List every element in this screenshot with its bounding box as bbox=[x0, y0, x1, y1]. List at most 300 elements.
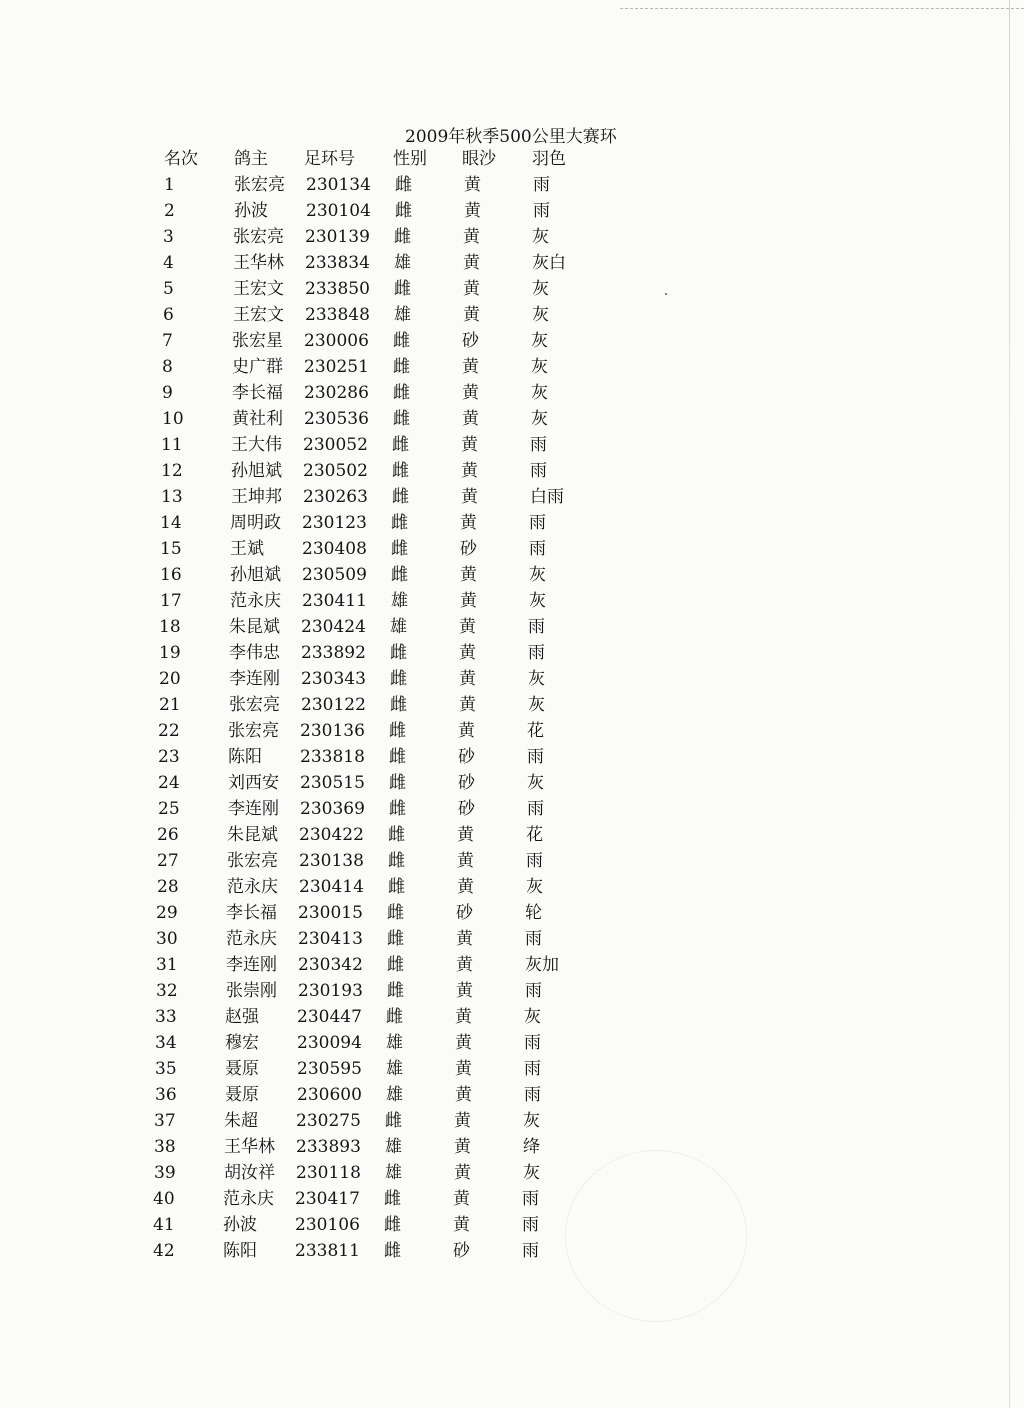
cell-sex: 雌 bbox=[389, 747, 406, 767]
cell-color: 雨 bbox=[528, 617, 545, 637]
cell-rank: 14 bbox=[160, 513, 182, 533]
cell-owner: 穆宏 bbox=[225, 1033, 259, 1053]
cell-owner: 李伟忠 bbox=[229, 643, 280, 663]
cell-color: 雨 bbox=[529, 513, 546, 533]
cell-ring: 230263 bbox=[303, 487, 368, 507]
table-row bbox=[0, 1160, 1024, 1186]
cell-sex: 雄 bbox=[385, 1163, 402, 1183]
cell-eye: 黄 bbox=[460, 591, 477, 611]
table-row bbox=[0, 432, 1024, 458]
cell-ring: 230509 bbox=[302, 565, 367, 585]
cell-eye: 黄 bbox=[454, 1111, 471, 1131]
cell-rank: 36 bbox=[155, 1085, 177, 1105]
cell-ring: 230413 bbox=[298, 929, 363, 949]
cell-ring: 230408 bbox=[302, 539, 367, 559]
cell-owner: 史广群 bbox=[232, 357, 283, 377]
cell-ring: 233893 bbox=[296, 1137, 361, 1157]
cell-color: 雨 bbox=[530, 435, 547, 455]
table-row bbox=[0, 1082, 1024, 1108]
cell-eye: 黄 bbox=[464, 175, 481, 195]
table-row bbox=[0, 354, 1024, 380]
table-row bbox=[0, 302, 1024, 328]
table-row bbox=[0, 926, 1024, 952]
cell-rank: 5 bbox=[163, 279, 174, 299]
cell-owner: 陈阳 bbox=[223, 1241, 257, 1261]
cell-color: 雨 bbox=[522, 1189, 539, 1209]
cell-ring: 230600 bbox=[297, 1085, 362, 1105]
header-color: 羽色 bbox=[532, 149, 566, 169]
cell-sex: 雌 bbox=[389, 721, 406, 741]
cell-sex: 雌 bbox=[387, 981, 404, 1001]
cell-sex: 雌 bbox=[393, 357, 410, 377]
table-row bbox=[0, 978, 1024, 1004]
cell-eye: 砂 bbox=[462, 331, 479, 351]
table-row bbox=[0, 692, 1024, 718]
cell-owner: 李连刚 bbox=[228, 799, 279, 819]
cell-eye: 砂 bbox=[458, 799, 475, 819]
cell-eye: 黄 bbox=[455, 1033, 472, 1053]
cell-owner: 周明政 bbox=[230, 513, 281, 533]
cell-color: 雨 bbox=[524, 1033, 541, 1053]
cell-rank: 17 bbox=[160, 591, 182, 611]
cell-owner: 李连刚 bbox=[226, 955, 277, 975]
table-row bbox=[0, 562, 1024, 588]
cell-ring: 233811 bbox=[295, 1241, 360, 1261]
cell-eye: 黄 bbox=[461, 487, 478, 507]
cell-rank: 7 bbox=[162, 331, 173, 351]
cell-ring: 230123 bbox=[302, 513, 367, 533]
cell-ring: 230342 bbox=[298, 955, 363, 975]
cell-rank: 31 bbox=[156, 955, 178, 975]
cell-ring: 230134 bbox=[306, 175, 371, 195]
cell-rank: 18 bbox=[159, 617, 181, 637]
cell-rank: 23 bbox=[158, 747, 180, 767]
cell-owner: 王斌 bbox=[230, 539, 264, 559]
cell-ring: 230118 bbox=[296, 1163, 361, 1183]
cell-owner: 李连刚 bbox=[229, 669, 280, 689]
cell-ring: 230122 bbox=[301, 695, 366, 715]
cell-color: 雨 bbox=[525, 981, 542, 1001]
cell-eye: 黄 bbox=[463, 305, 480, 325]
cell-color: 灰 bbox=[524, 1007, 541, 1027]
cell-rank: 1 bbox=[164, 175, 175, 195]
cell-ring: 230424 bbox=[301, 617, 366, 637]
cell-sex: 雌 bbox=[390, 669, 407, 689]
cell-ring: 233892 bbox=[301, 643, 366, 663]
cell-eye: 黄 bbox=[459, 643, 476, 663]
cell-sex: 雌 bbox=[391, 565, 408, 585]
cell-rank: 33 bbox=[155, 1007, 177, 1027]
cell-owner: 赵强 bbox=[225, 1007, 259, 1027]
cell-eye: 黄 bbox=[457, 877, 474, 897]
table-row bbox=[0, 874, 1024, 900]
cell-color: 灰 bbox=[528, 669, 545, 689]
cell-owner: 聂原 bbox=[225, 1085, 259, 1105]
cell-rank: 27 bbox=[157, 851, 179, 871]
cell-eye: 黄 bbox=[456, 929, 473, 949]
cell-owner: 朱超 bbox=[224, 1111, 258, 1131]
table-row bbox=[0, 1134, 1024, 1160]
cell-eye: 黄 bbox=[461, 435, 478, 455]
cell-rank: 11 bbox=[161, 435, 183, 455]
header-ring: 足环号 bbox=[304, 149, 355, 169]
cell-sex: 雌 bbox=[393, 383, 410, 403]
cell-owner: 黄社利 bbox=[232, 409, 283, 429]
table-row bbox=[0, 1212, 1024, 1238]
cell-sex: 雌 bbox=[387, 955, 404, 975]
cell-eye: 黄 bbox=[462, 409, 479, 429]
cell-rank: 12 bbox=[161, 461, 183, 481]
cell-eye: 黄 bbox=[459, 617, 476, 637]
cell-sex: 雌 bbox=[384, 1189, 401, 1209]
table-row bbox=[0, 172, 1024, 198]
cell-eye: 砂 bbox=[460, 539, 477, 559]
cell-owner: 李长福 bbox=[232, 383, 283, 403]
cell-sex: 雌 bbox=[387, 903, 404, 923]
table-row bbox=[0, 848, 1024, 874]
cell-eye: 黄 bbox=[455, 1059, 472, 1079]
cell-rank: 28 bbox=[157, 877, 179, 897]
cell-ring: 230251 bbox=[304, 357, 369, 377]
cell-rank: 39 bbox=[154, 1163, 176, 1183]
cell-ring: 230286 bbox=[304, 383, 369, 403]
cell-sex: 雌 bbox=[395, 175, 412, 195]
cell-ring: 230369 bbox=[300, 799, 365, 819]
header-owner: 鸽主 bbox=[234, 149, 268, 169]
cell-owner: 王华林 bbox=[233, 253, 284, 273]
cell-rank: 3 bbox=[163, 227, 174, 247]
cell-rank: 41 bbox=[153, 1215, 175, 1235]
cell-color: 绛 bbox=[523, 1137, 540, 1157]
header-eye: 眼沙 bbox=[462, 149, 496, 169]
cell-owner: 王宏文 bbox=[233, 305, 284, 325]
cell-rank: 29 bbox=[156, 903, 178, 923]
header-rank: 名次 bbox=[164, 149, 198, 169]
cell-eye: 黄 bbox=[457, 825, 474, 845]
table-row bbox=[0, 718, 1024, 744]
cell-ring: 230411 bbox=[302, 591, 367, 611]
table-row bbox=[0, 1056, 1024, 1082]
scan-edge-top bbox=[620, 8, 1024, 10]
cell-owner: 刘西安 bbox=[228, 773, 279, 793]
cell-rank: 6 bbox=[163, 305, 174, 325]
cell-ring: 230094 bbox=[297, 1033, 362, 1053]
cell-sex: 雌 bbox=[384, 1241, 401, 1261]
cell-sex: 雌 bbox=[395, 201, 412, 221]
cell-color: 灰 bbox=[523, 1163, 540, 1183]
cell-ring: 230104 bbox=[306, 201, 371, 221]
cell-color: 雨 bbox=[522, 1215, 539, 1235]
cell-owner: 范永庆 bbox=[223, 1189, 274, 1209]
cell-rank: 2 bbox=[164, 201, 175, 221]
cell-color: 雨 bbox=[522, 1241, 539, 1261]
cell-sex: 雄 bbox=[390, 617, 407, 637]
cell-ring: 230515 bbox=[300, 773, 365, 793]
table-row bbox=[0, 458, 1024, 484]
cell-owner: 胡汝祥 bbox=[224, 1163, 275, 1183]
cell-owner: 孙波 bbox=[223, 1215, 257, 1235]
cell-eye: 黄 bbox=[463, 227, 480, 247]
cell-color: 灰 bbox=[529, 565, 546, 585]
cell-color: 白雨 bbox=[530, 487, 564, 507]
table-row bbox=[0, 900, 1024, 926]
cell-color: 灰 bbox=[531, 409, 548, 429]
table-row bbox=[0, 250, 1024, 276]
cell-ring: 233818 bbox=[300, 747, 365, 767]
cell-sex: 雌 bbox=[389, 773, 406, 793]
cell-sex: 雌 bbox=[391, 539, 408, 559]
cell-sex: 雌 bbox=[387, 929, 404, 949]
cell-eye: 黄 bbox=[459, 669, 476, 689]
cell-rank: 8 bbox=[162, 357, 173, 377]
cell-color: 雨 bbox=[533, 175, 550, 195]
cell-rank: 9 bbox=[162, 383, 173, 403]
cell-sex: 雄 bbox=[394, 253, 411, 273]
cell-sex: 雌 bbox=[390, 695, 407, 715]
cell-ring: 233834 bbox=[305, 253, 370, 273]
cell-owner: 范永庆 bbox=[230, 591, 281, 611]
cell-owner: 王华林 bbox=[224, 1137, 275, 1157]
table-row bbox=[0, 744, 1024, 770]
cell-eye: 黄 bbox=[453, 1215, 470, 1235]
table-row bbox=[0, 822, 1024, 848]
table-row bbox=[0, 510, 1024, 536]
cell-ring: 230138 bbox=[299, 851, 364, 871]
cell-color: 灰白 bbox=[532, 253, 566, 273]
cell-eye: 黄 bbox=[454, 1163, 471, 1183]
cell-owner: 朱昆斌 bbox=[229, 617, 280, 637]
cell-sex: 雌 bbox=[393, 331, 410, 351]
table-row bbox=[0, 484, 1024, 510]
cell-eye: 黄 bbox=[453, 1189, 470, 1209]
table-row bbox=[0, 536, 1024, 562]
cell-ring: 233848 bbox=[305, 305, 370, 325]
cell-eye: 黄 bbox=[460, 513, 477, 533]
cell-color: 灰 bbox=[523, 1111, 540, 1131]
cell-ring: 230536 bbox=[304, 409, 369, 429]
cell-eye: 黄 bbox=[463, 279, 480, 299]
cell-rank: 10 bbox=[162, 409, 184, 429]
cell-eye: 黄 bbox=[464, 201, 481, 221]
cell-eye: 黄 bbox=[463, 253, 480, 273]
cell-rank: 20 bbox=[159, 669, 181, 689]
cell-color: 灰 bbox=[531, 357, 548, 377]
cell-ring: 233850 bbox=[305, 279, 370, 299]
cell-eye: 黄 bbox=[455, 1007, 472, 1027]
cell-color: 花 bbox=[526, 825, 543, 845]
table-header bbox=[0, 146, 1024, 172]
table-row bbox=[0, 406, 1024, 432]
cell-color: 雨 bbox=[528, 643, 545, 663]
cell-ring: 230106 bbox=[295, 1215, 360, 1235]
cell-sex: 雄 bbox=[394, 305, 411, 325]
page-title: 2009年秋季500公里大赛环 bbox=[405, 127, 617, 147]
header-sex: 性别 bbox=[393, 149, 427, 169]
cell-sex: 雌 bbox=[391, 513, 408, 533]
cell-owner: 张宏亮 bbox=[234, 175, 285, 195]
cell-color: 雨 bbox=[527, 747, 544, 767]
cell-color: 灰 bbox=[531, 331, 548, 351]
cell-owner: 王坤邦 bbox=[231, 487, 282, 507]
cell-color: 轮 bbox=[525, 903, 542, 923]
cell-owner: 王宏文 bbox=[233, 279, 284, 299]
cell-ring: 230139 bbox=[305, 227, 370, 247]
cell-rank: 42 bbox=[153, 1241, 175, 1261]
cell-rank: 22 bbox=[158, 721, 180, 741]
cell-eye: 黄 bbox=[462, 383, 479, 403]
cell-eye: 黄 bbox=[457, 851, 474, 871]
table-row bbox=[0, 224, 1024, 250]
cell-color: 雨 bbox=[525, 929, 542, 949]
cell-ring: 230502 bbox=[303, 461, 368, 481]
cell-color: 灰 bbox=[532, 227, 549, 247]
cell-color: 灰 bbox=[529, 591, 546, 611]
table-row bbox=[0, 952, 1024, 978]
cell-owner: 朱昆斌 bbox=[227, 825, 278, 845]
cell-eye: 黄 bbox=[460, 565, 477, 585]
cell-owner: 王大伟 bbox=[231, 435, 282, 455]
cell-owner: 孙旭斌 bbox=[231, 461, 282, 481]
cell-ring: 230275 bbox=[296, 1111, 361, 1131]
cell-owner: 孙波 bbox=[234, 201, 268, 221]
cell-owner: 张崇刚 bbox=[226, 981, 277, 1001]
cell-ring: 230006 bbox=[304, 331, 369, 351]
table-row bbox=[0, 588, 1024, 614]
cell-sex: 雌 bbox=[384, 1215, 401, 1235]
cell-eye: 黄 bbox=[456, 955, 473, 975]
cell-rank: 15 bbox=[160, 539, 182, 559]
cell-owner: 李长福 bbox=[226, 903, 277, 923]
cell-ring: 230417 bbox=[295, 1189, 360, 1209]
cell-eye: 黄 bbox=[456, 981, 473, 1001]
cell-ring: 230447 bbox=[297, 1007, 362, 1027]
cell-sex: 雌 bbox=[390, 643, 407, 663]
cell-rank: 13 bbox=[161, 487, 183, 507]
cell-sex: 雌 bbox=[394, 227, 411, 247]
cell-rank: 26 bbox=[157, 825, 179, 845]
cell-sex: 雌 bbox=[393, 409, 410, 429]
table-row bbox=[0, 614, 1024, 640]
cell-color: 灰 bbox=[532, 279, 549, 299]
cell-eye: 砂 bbox=[453, 1241, 470, 1261]
cell-color: 灰 bbox=[532, 305, 549, 325]
cell-color: 雨 bbox=[533, 201, 550, 221]
cell-owner: 范永庆 bbox=[226, 929, 277, 949]
table-row bbox=[0, 1004, 1024, 1030]
cell-color: 雨 bbox=[524, 1059, 541, 1079]
cell-sex: 雌 bbox=[388, 877, 405, 897]
cell-sex: 雌 bbox=[385, 1111, 402, 1131]
cell-color: 灰 bbox=[527, 773, 544, 793]
cell-owner: 范永庆 bbox=[227, 877, 278, 897]
cell-ring: 230422 bbox=[299, 825, 364, 845]
cell-owner: 张宏亮 bbox=[227, 851, 278, 871]
table-row bbox=[0, 276, 1024, 302]
table-row bbox=[0, 328, 1024, 354]
table-row bbox=[0, 666, 1024, 692]
table-row bbox=[0, 1030, 1024, 1056]
cell-ring: 230136 bbox=[300, 721, 365, 741]
cell-rank: 24 bbox=[158, 773, 180, 793]
table-row bbox=[0, 770, 1024, 796]
cell-rank: 37 bbox=[154, 1111, 176, 1131]
cell-rank: 32 bbox=[156, 981, 178, 1001]
cell-sex: 雌 bbox=[386, 1007, 403, 1027]
cell-color: 雨 bbox=[530, 461, 547, 481]
cell-sex: 雌 bbox=[392, 435, 409, 455]
cell-rank: 25 bbox=[158, 799, 180, 819]
cell-sex: 雌 bbox=[388, 851, 405, 871]
cell-color: 花 bbox=[527, 721, 544, 741]
cell-sex: 雌 bbox=[392, 487, 409, 507]
cell-owner: 聂原 bbox=[225, 1059, 259, 1079]
cell-color: 雨 bbox=[526, 851, 543, 871]
cell-color: 灰 bbox=[531, 383, 548, 403]
cell-ring: 230414 bbox=[299, 877, 364, 897]
table-row bbox=[0, 1238, 1024, 1264]
cell-owner: 张宏亮 bbox=[229, 695, 280, 715]
cell-owner: 张宏亮 bbox=[233, 227, 284, 247]
cell-eye: 砂 bbox=[456, 903, 473, 923]
table-row bbox=[0, 640, 1024, 666]
cell-sex: 雄 bbox=[386, 1059, 403, 1079]
cell-sex: 雌 bbox=[394, 279, 411, 299]
cell-color: 灰 bbox=[528, 695, 545, 715]
table-row bbox=[0, 198, 1024, 224]
cell-ring: 230595 bbox=[297, 1059, 362, 1079]
cell-owner: 张宏亮 bbox=[228, 721, 279, 741]
cell-eye: 黄 bbox=[455, 1085, 472, 1105]
cell-eye: 黄 bbox=[458, 721, 475, 741]
cell-eye: 黄 bbox=[454, 1137, 471, 1157]
cell-ring: 230193 bbox=[298, 981, 363, 1001]
cell-sex: 雌 bbox=[389, 799, 406, 819]
cell-ring: 230015 bbox=[298, 903, 363, 923]
cell-eye: 砂 bbox=[458, 747, 475, 767]
cell-color: 雨 bbox=[527, 799, 544, 819]
cell-rank: 34 bbox=[155, 1033, 177, 1053]
cell-rank: 35 bbox=[155, 1059, 177, 1079]
cell-eye: 砂 bbox=[458, 773, 475, 793]
cell-eye: 黄 bbox=[461, 461, 478, 481]
cell-rank: 38 bbox=[154, 1137, 176, 1157]
cell-rank: 16 bbox=[160, 565, 182, 585]
cell-rank: 19 bbox=[159, 643, 181, 663]
cell-ring: 230343 bbox=[301, 669, 366, 689]
cell-eye: 黄 bbox=[459, 695, 476, 715]
cell-rank: 30 bbox=[156, 929, 178, 949]
table-row bbox=[0, 1108, 1024, 1134]
cell-rank: 21 bbox=[159, 695, 181, 715]
cell-owner: 陈阳 bbox=[228, 747, 262, 767]
table-row bbox=[0, 1186, 1024, 1212]
cell-color: 雨 bbox=[529, 539, 546, 559]
table-row bbox=[0, 380, 1024, 406]
cell-owner: 张宏星 bbox=[232, 331, 283, 351]
cell-sex: 雄 bbox=[386, 1033, 403, 1053]
cell-sex: 雄 bbox=[385, 1137, 402, 1157]
cell-owner: 孙旭斌 bbox=[230, 565, 281, 585]
table-row bbox=[0, 796, 1024, 822]
cell-sex: 雌 bbox=[388, 825, 405, 845]
cell-color: 灰加 bbox=[525, 955, 559, 975]
cell-rank: 40 bbox=[153, 1189, 175, 1209]
cell-sex: 雄 bbox=[391, 591, 408, 611]
cell-color: 灰 bbox=[526, 877, 543, 897]
cell-color: 雨 bbox=[524, 1085, 541, 1105]
cell-eye: 黄 bbox=[462, 357, 479, 377]
cell-sex: 雄 bbox=[386, 1085, 403, 1105]
